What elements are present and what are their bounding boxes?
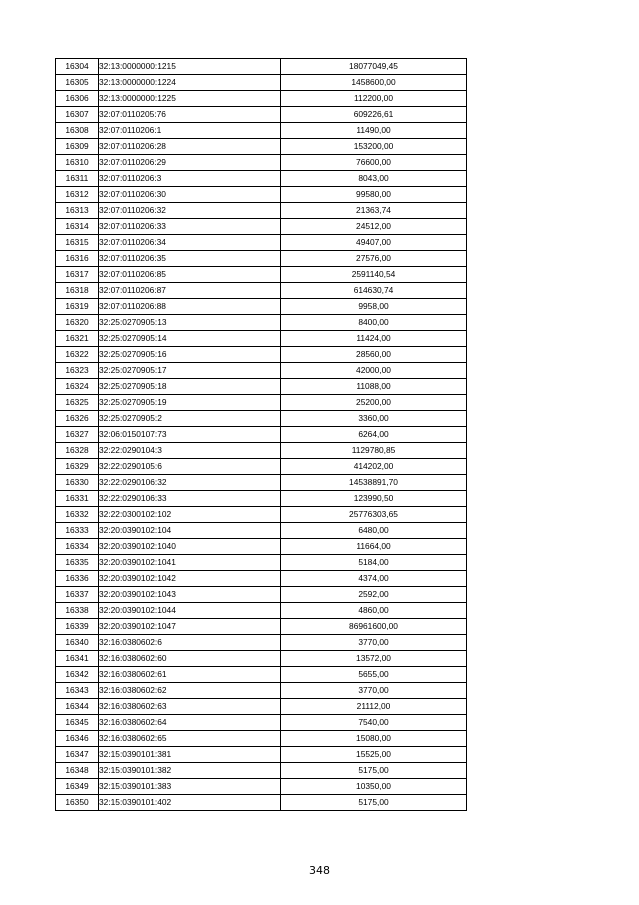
table-row [56,779,467,795]
cadastral-value-table [55,58,467,811]
cadastral-number-cell: 32:25:0270905:2 [99,411,281,427]
cadastral-value-cell: 5655,00 [281,667,467,683]
row-number-cell: 16327 [56,427,99,443]
row-number-cell: 16321 [56,331,99,347]
row-number-cell: 16311 [56,171,99,187]
row-number-cell: 16318 [56,283,99,299]
table-row [56,299,467,315]
row-number-cell: 16328 [56,443,99,459]
cadastral-number-cell: 32:07:0110206:3 [99,171,281,187]
cadastral-value-cell: 123990,50 [281,491,467,507]
table-row [56,427,467,443]
cadastral-value-cell: 11490,00 [281,123,467,139]
row-number-cell: 16317 [56,267,99,283]
row-number-cell: 16312 [56,187,99,203]
row-number-cell: 16330 [56,475,99,491]
row-number-cell: 16334 [56,539,99,555]
row-number-cell: 16350 [56,795,99,811]
table-row [56,283,467,299]
row-number-cell: 16349 [56,779,99,795]
cadastral-number-cell: 32:07:0110206:28 [99,139,281,155]
cadastral-value-cell: 3770,00 [281,683,467,699]
table-row [56,443,467,459]
row-number-cell: 16315 [56,235,99,251]
cadastral-number-cell: 32:07:0110206:85 [99,267,281,283]
table-row [56,219,467,235]
cadastral-value-cell: 14538891,70 [281,475,467,491]
table-row [56,411,467,427]
cadastral-number-cell: 32:25:0270905:13 [99,315,281,331]
cadastral-number-cell: 32:16:0380602:65 [99,731,281,747]
cadastral-value-cell: 2592,00 [281,587,467,603]
table-row [56,763,467,779]
table-row [56,251,467,267]
table-row [56,619,467,635]
cadastral-number-cell: 32:25:0270905:16 [99,347,281,363]
cadastral-value-cell: 5175,00 [281,795,467,811]
table-row [56,363,467,379]
row-number-cell: 16316 [56,251,99,267]
table-row [56,171,467,187]
cadastral-value-cell: 3360,00 [281,411,467,427]
cadastral-number-cell: 32:20:0390102:1047 [99,619,281,635]
cadastral-number-cell: 32:07:0110206:88 [99,299,281,315]
row-number-cell: 16339 [56,619,99,635]
table-row [56,539,467,555]
table-row [56,731,467,747]
row-number-cell: 16325 [56,395,99,411]
table-row [56,395,467,411]
cadastral-value-cell: 24512,00 [281,219,467,235]
cadastral-number-cell: 32:22:0290106:32 [99,475,281,491]
row-number-cell: 16332 [56,507,99,523]
cadastral-value-cell: 25776303,65 [281,507,467,523]
cadastral-number-cell: 32:15:0390101:382 [99,763,281,779]
row-number-cell: 16305 [56,75,99,91]
table-row [56,667,467,683]
cadastral-number-cell: 32:25:0270905:19 [99,395,281,411]
cadastral-value-cell: 614630,74 [281,283,467,299]
table-row [56,139,467,155]
table-row [56,267,467,283]
row-number-cell: 16346 [56,731,99,747]
cadastral-value-cell: 25200,00 [281,395,467,411]
cadastral-value-cell: 99580,00 [281,187,467,203]
table-row [56,699,467,715]
cadastral-number-cell: 32:15:0390101:402 [99,795,281,811]
table-row [56,187,467,203]
page-number: 348 [309,864,330,877]
table-row [56,107,467,123]
row-number-cell: 16340 [56,635,99,651]
cadastral-value-cell: 2591140,54 [281,267,467,283]
row-number-cell: 16335 [56,555,99,571]
cadastral-value-cell: 49407,00 [281,235,467,251]
cadastral-value-cell: 4860,00 [281,603,467,619]
row-number-cell: 16344 [56,699,99,715]
cadastral-value-cell: 414202,00 [281,459,467,475]
cadastral-value-cell: 6264,00 [281,427,467,443]
cadastral-value-cell: 153200,00 [281,139,467,155]
table-row [56,523,467,539]
table-row [56,635,467,651]
cadastral-number-cell: 32:20:0390102:1044 [99,603,281,619]
cadastral-number-cell: 32:16:0380602:6 [99,635,281,651]
row-number-cell: 16343 [56,683,99,699]
row-number-cell: 16313 [56,203,99,219]
table-row [56,491,467,507]
cadastral-number-cell: 32:16:0380602:64 [99,715,281,731]
table-row [56,235,467,251]
row-number-cell: 16336 [56,571,99,587]
cadastral-number-cell: 32:07:0110205:76 [99,107,281,123]
row-number-cell: 16337 [56,587,99,603]
cadastral-value-cell: 18077049,45 [281,59,467,75]
cadastral-value-cell: 6480,00 [281,523,467,539]
cadastral-number-cell: 32:15:0390101:381 [99,747,281,763]
row-number-cell: 16333 [56,523,99,539]
row-number-cell: 16304 [56,59,99,75]
row-number-cell: 16309 [56,139,99,155]
table-body [56,59,467,811]
cadastral-number-cell: 32:13:0000000:1215 [99,59,281,75]
cadastral-number-cell: 32:22:0290106:33 [99,491,281,507]
cadastral-number-cell: 32:07:0110206:87 [99,283,281,299]
table-row [56,59,467,75]
cadastral-value-cell: 86961600,00 [281,619,467,635]
cadastral-number-cell: 32:06:0150107:73 [99,427,281,443]
cadastral-value-cell: 10350,00 [281,779,467,795]
cadastral-value-cell: 1129780,85 [281,443,467,459]
table-row [56,379,467,395]
row-number-cell: 16322 [56,347,99,363]
cadastral-value-cell: 11424,00 [281,331,467,347]
row-number-cell: 16345 [56,715,99,731]
cadastral-value-cell: 15080,00 [281,731,467,747]
cadastral-number-cell: 32:13:0000000:1225 [99,91,281,107]
cadastral-value-cell: 609226,61 [281,107,467,123]
table-row [56,475,467,491]
cadastral-number-cell: 32:07:0110206:1 [99,123,281,139]
cadastral-value-cell: 11664,00 [281,539,467,555]
row-number-cell: 16331 [56,491,99,507]
cadastral-number-cell: 32:22:0290104:3 [99,443,281,459]
table-row [56,555,467,571]
cadastral-value-cell: 5184,00 [281,555,467,571]
cadastral-value-cell: 5175,00 [281,763,467,779]
row-number-cell: 16314 [56,219,99,235]
cadastral-number-cell: 32:07:0110206:29 [99,155,281,171]
row-number-cell: 16319 [56,299,99,315]
table-row [56,571,467,587]
row-number-cell: 16306 [56,91,99,107]
cadastral-number-cell: 32:25:0270905:18 [99,379,281,395]
cadastral-number-cell: 32:07:0110206:34 [99,235,281,251]
table-row [56,75,467,91]
row-number-cell: 16307 [56,107,99,123]
row-number-cell: 16341 [56,651,99,667]
cadastral-value-cell: 15525,00 [281,747,467,763]
cadastral-number-cell: 32:16:0380602:63 [99,699,281,715]
cadastral-number-cell: 32:22:0300102:102 [99,507,281,523]
table-row [56,315,467,331]
table-row [56,347,467,363]
cadastral-value-cell: 27576,00 [281,251,467,267]
row-number-cell: 16329 [56,459,99,475]
row-number-cell: 16326 [56,411,99,427]
cadastral-number-cell: 32:07:0110206:33 [99,219,281,235]
cadastral-number-cell: 32:20:0390102:104 [99,523,281,539]
table-row [56,603,467,619]
cadastral-value-cell: 9958,00 [281,299,467,315]
table-row [56,651,467,667]
table-row [56,587,467,603]
cadastral-number-cell: 32:13:0000000:1224 [99,75,281,91]
row-number-cell: 16320 [56,315,99,331]
table-row [56,747,467,763]
cadastral-value-cell: 8043,00 [281,171,467,187]
cadastral-value-cell: 11088,00 [281,379,467,395]
table-row [56,683,467,699]
cadastral-value-cell: 21363,74 [281,203,467,219]
cadastral-value-cell: 13572,00 [281,651,467,667]
cadastral-number-cell: 32:25:0270905:17 [99,363,281,379]
row-number-cell: 16342 [56,667,99,683]
cadastral-number-cell: 32:20:0390102:1042 [99,571,281,587]
cadastral-number-cell: 32:07:0110206:30 [99,187,281,203]
cadastral-number-cell: 32:20:0390102:1040 [99,539,281,555]
cadastral-number-cell: 32:07:0110206:32 [99,203,281,219]
row-number-cell: 16310 [56,155,99,171]
cadastral-value-cell: 76600,00 [281,155,467,171]
cadastral-value-cell: 112200,00 [281,91,467,107]
table-row [56,91,467,107]
cadastral-value-cell: 1458600,00 [281,75,467,91]
row-number-cell: 16323 [56,363,99,379]
row-number-cell: 16347 [56,747,99,763]
cadastral-value-cell: 3770,00 [281,635,467,651]
cadastral-number-cell: 32:15:0390101:383 [99,779,281,795]
row-number-cell: 16324 [56,379,99,395]
row-number-cell: 16338 [56,603,99,619]
cadastral-number-cell: 32:25:0270905:14 [99,331,281,347]
cadastral-number-cell: 32:16:0380602:61 [99,667,281,683]
cadastral-value-cell: 42000,00 [281,363,467,379]
cadastral-value-cell: 21112,00 [281,699,467,715]
cadastral-value-cell: 4374,00 [281,571,467,587]
table-row [56,331,467,347]
cadastral-number-cell: 32:16:0380602:60 [99,651,281,667]
cadastral-value-cell: 7540,00 [281,715,467,731]
table-row [56,715,467,731]
cadastral-number-cell: 32:20:0390102:1041 [99,555,281,571]
row-number-cell: 16308 [56,123,99,139]
row-number-cell: 16348 [56,763,99,779]
cadastral-value-cell: 8400,00 [281,315,467,331]
table-row [56,155,467,171]
table-row [56,507,467,523]
table-row [56,203,467,219]
table-row [56,459,467,475]
cadastral-value-cell: 28560,00 [281,347,467,363]
table-row [56,795,467,811]
cadastral-number-cell: 32:16:0380602:62 [99,683,281,699]
cadastral-number-cell: 32:20:0390102:1043 [99,587,281,603]
cadastral-number-cell: 32:22:0290105:6 [99,459,281,475]
cadastral-number-cell: 32:07:0110206:35 [99,251,281,267]
table-row [56,123,467,139]
